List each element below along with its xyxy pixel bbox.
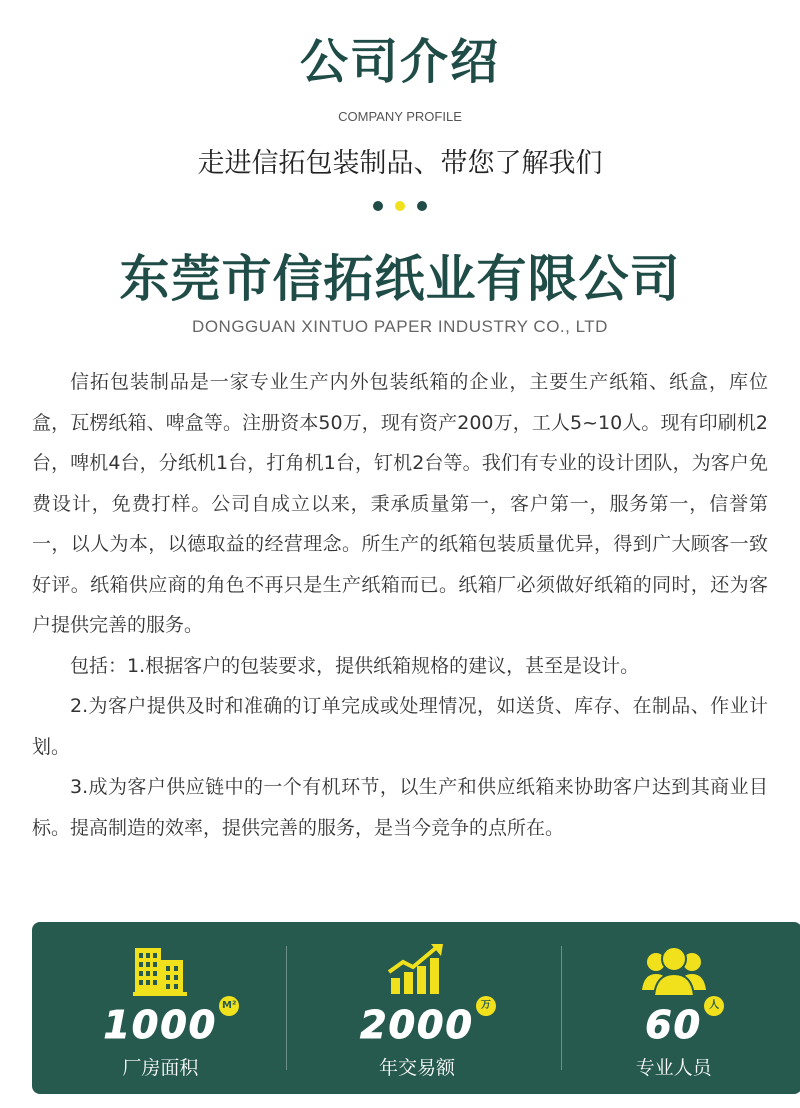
decorative-dots <box>0 199 800 213</box>
stat-value: 1000 <box>103 1003 218 1047</box>
divider <box>286 946 287 1070</box>
dot-icon <box>395 201 405 211</box>
stat-label: 厂房面积 <box>122 1057 199 1079</box>
stat-professional-staff <box>545 922 800 1094</box>
company-name: 东莞市信拓纸业有限公司 <box>119 250 681 308</box>
stat-unit-badge: 人 <box>704 996 724 1016</box>
stat-value: 2000 <box>360 1003 474 1047</box>
stat-value: 60 <box>645 1003 703 1047</box>
intro-paragraph: 3.成为客户供应链中的一个有机环节，以生产和供应纸箱来协助客户达到其商业目标。提高制造的效率，提供完善的服务，是当今竞争的点所在。 <box>32 776 768 839</box>
stat-unit-badge: 万 <box>476 996 496 1016</box>
page-subtitle-en: COMPANY PROFILE <box>338 109 462 124</box>
intro-paragraph: 信拓包装制品是一家专业生产内外包装纸箱的企业，主要生产纸箱、纸盒，库位盒，瓦楞纸箱、啤盒等。注册资本50万，现有资产200万，工人5~10人。现有印刷机2台，啤机4台，分纸机1台，打角机1台，钉机2台等。我们有专业的设计团队，为客户免费设计，免费打样。公司自成立以来，秉承质量第一，客户第一，服务第一，信誉第一，以人为本，以德取益的经营理念。所生产的纸箱包装质量优异，得到广大顾客一致好评。纸箱供应商的角色不再只是生产纸箱而已。纸箱厂必须做好纸箱的同时，还为客户提供完善的服务。 <box>32 371 768 636</box>
growth-chart-icon <box>387 942 447 998</box>
stat-label: 专业人员 <box>635 1057 712 1079</box>
people-icon <box>642 942 706 998</box>
building-icon <box>133 942 187 998</box>
stat-annual-turnover <box>289 922 546 1094</box>
stat-factory-area <box>32 922 289 1094</box>
stat-label: 年交易额 <box>379 1057 456 1079</box>
stat-unit-badge: M² <box>219 996 239 1016</box>
dot-icon <box>373 201 383 211</box>
tagline: 走进信拓包装制品、带您了解我们 <box>197 148 603 179</box>
intro-paragraph: 2.为客户提供及时和准确的订单完成或处理情况，如送货、库存、在制品、作业计划。 <box>32 695 768 758</box>
page-title: 公司介绍 <box>299 34 500 90</box>
intro-paragraph: 包括：1.根据客户的包装要求，提供纸箱规格的建议，甚至是设计。 <box>70 654 640 677</box>
stats-panel <box>32 922 800 1094</box>
company-name-en: DONGGUAN XINTUO PAPER INDUSTRY CO., LTD <box>192 317 608 336</box>
company-intro <box>32 362 768 848</box>
dot-icon <box>417 201 427 211</box>
